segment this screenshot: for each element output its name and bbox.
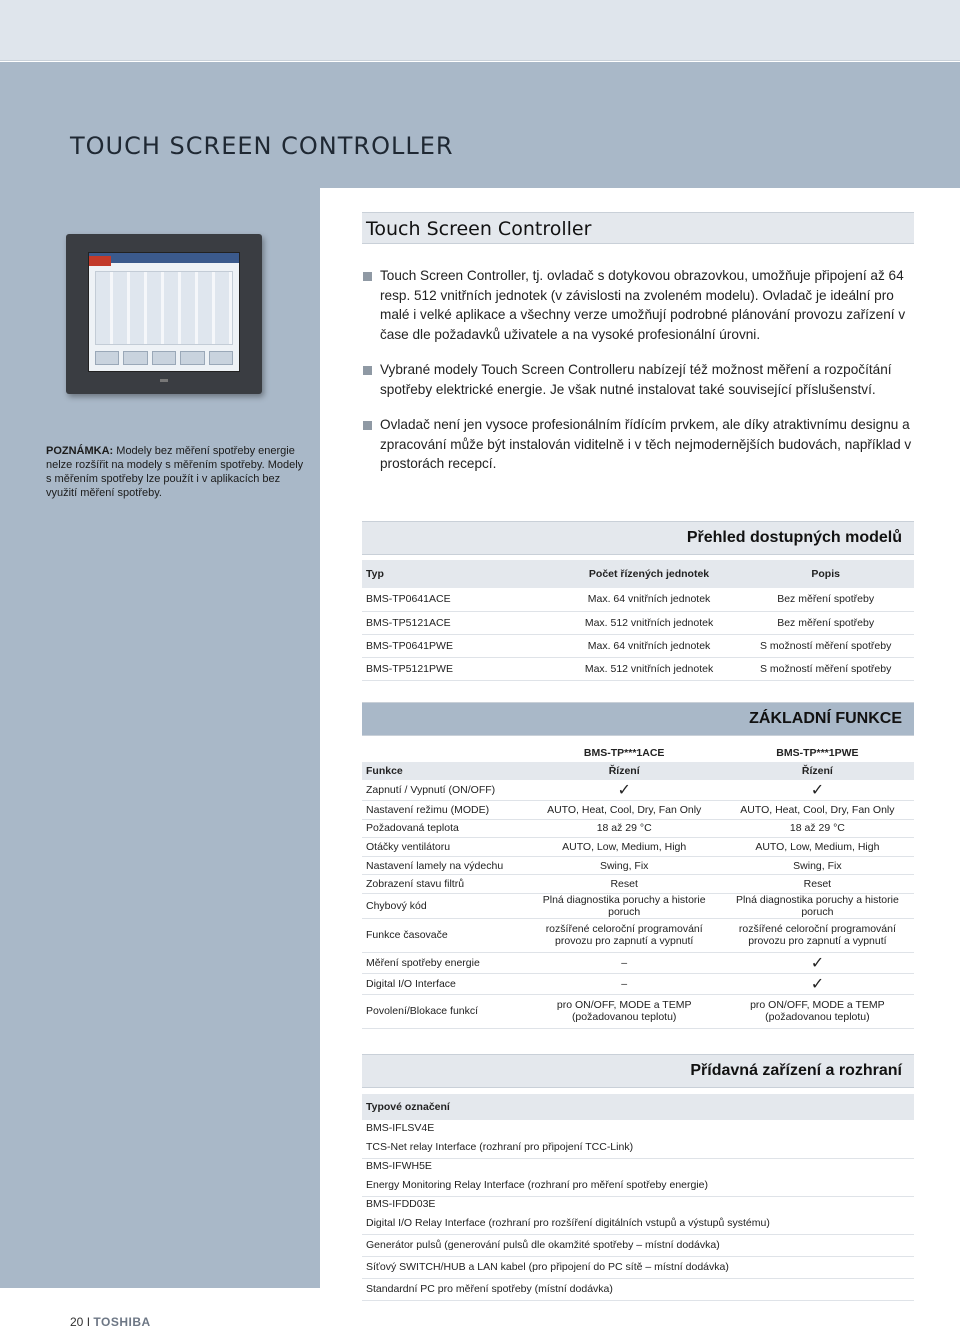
device-indicator	[160, 379, 168, 382]
function-value: –	[621, 977, 628, 990]
function-name: Nastavení režimu (MODE)	[366, 803, 490, 816]
function-name: Digital I/O Interface	[366, 977, 456, 990]
accessory-cell: TCS-Net relay Interface (rozhraní pro připojení TCC-Link)	[366, 1140, 634, 1153]
table-header-row	[362, 560, 914, 588]
table-subheader-row	[362, 762, 914, 780]
table-row	[362, 801, 914, 820]
col-typove-oznaceni: Typové označení	[366, 1101, 450, 1113]
table-header-row	[362, 744, 914, 762]
table-row	[362, 1234, 914, 1256]
table-row	[362, 819, 914, 838]
table-row	[362, 875, 914, 894]
bullet-text: Ovladač není jen vysoce profesionálním řídícím prvkem, ale díky atraktivnímu designu a zpracování může být instalován viditelně i v těch nejmodernějších budovách, například v prostorách recepcí.	[380, 417, 912, 471]
col-funkce: Funkce	[366, 765, 403, 777]
col-typ: Typ	[366, 568, 384, 580]
function-name: Nastavení lamely na výdechu	[366, 859, 504, 872]
table-row	[362, 1256, 914, 1278]
accessory-cell: BMS-IFWH5E	[366, 1160, 432, 1173]
function-value: Swing, Fix	[599, 859, 649, 872]
table-row	[362, 1120, 914, 1136]
table-row	[362, 588, 914, 611]
touch-screen-controller-image	[66, 234, 262, 394]
function-name: Zapnutí / Vypnutí (ON/OFF)	[366, 784, 496, 796]
function-name: Povolení/Blokace funkcí	[366, 1005, 479, 1018]
cell: Bez měření spotřeby	[777, 593, 875, 606]
function-value: ✓	[617, 782, 631, 799]
col-pwe: BMS-TP***1PWE	[776, 747, 859, 759]
note-text: Modely bez měření spotřeby energie nelze rozšířit na modely s měřením spotřeby. Modely s měřením spotřeby lze použít i v aplikacích bez využití měření spotřeby.	[46, 445, 304, 499]
table-row	[362, 1196, 914, 1212]
function-name: Otáčky ventilátoru	[366, 840, 451, 853]
function-value: Plná diagnostika poruchy a historie poruch	[735, 893, 899, 918]
function-value: Swing, Fix	[793, 859, 842, 872]
device-screen-grid	[95, 271, 233, 345]
table-row	[362, 634, 914, 657]
function-value: AUTO, Low, Medium, High	[562, 840, 687, 853]
accessory-cell: Síťový SWITCH/HUB a LAN kabel (pro připojení do PC sítě – místní dodávka)	[366, 1261, 729, 1273]
col-ace: BMS-TP***1ACE	[583, 747, 665, 759]
function-value: ✓	[810, 954, 825, 972]
models-heading: Přehled dostupných modelů	[686, 529, 902, 546]
table-row	[362, 1174, 914, 1196]
accessories-table	[362, 1094, 914, 1301]
page-separator: I	[86, 1315, 91, 1329]
bullet-square-icon	[363, 366, 372, 375]
function-value: 18 až 29 °C	[596, 822, 652, 835]
function-value: ✓	[810, 782, 825, 799]
col-popis: Popis	[811, 568, 840, 580]
table-row	[362, 893, 914, 918]
function-value: ✓	[810, 975, 825, 993]
function-value: –	[621, 956, 628, 969]
table-row	[362, 611, 914, 634]
table-row	[362, 1136, 914, 1158]
accessories-heading-bar	[362, 1054, 914, 1088]
device-screen	[88, 252, 240, 372]
top-bar	[0, 0, 960, 61]
cell: BMS-TP0641PWE	[366, 639, 453, 652]
page-number: 20	[70, 1315, 84, 1329]
intro-bullets	[362, 266, 914, 490]
table-row	[362, 856, 914, 875]
page-footer	[70, 1315, 151, 1329]
bullet-item	[362, 415, 914, 474]
bullet-item	[362, 360, 914, 399]
table-row	[362, 1158, 914, 1174]
functions-table	[362, 744, 914, 1029]
accessory-cell: Generátor pulsů (generování pulsů dle okamžité spotřeby – místní dodávka)	[366, 1239, 720, 1251]
function-value: AUTO, Low, Medium, High	[755, 840, 880, 853]
col-rizeni-a: Řízení	[608, 765, 640, 777]
functions-heading: ZÁKLADNÍ FUNKCE	[749, 710, 902, 727]
functions-heading-bar	[362, 702, 914, 736]
cell: S možností měření spotřeby	[760, 639, 892, 652]
intro-heading: Touch Screen Controller	[366, 218, 592, 240]
function-value: AUTO, Heat, Cool, Dry, Fan Only	[547, 803, 702, 816]
table-row	[362, 918, 914, 952]
bullet-item	[362, 266, 914, 344]
accessory-cell: BMS-IFLSV4E	[366, 1122, 435, 1134]
bullet-square-icon	[363, 272, 372, 281]
cell: S možností měření spotřeby	[760, 662, 892, 675]
models-heading-bar	[362, 521, 914, 555]
table-row	[362, 1212, 914, 1234]
function-value: AUTO, Heat, Cool, Dry, Fan Only	[740, 803, 895, 816]
table-row	[362, 952, 914, 973]
function-name: Požadovaná teplota	[366, 822, 459, 835]
device-screen-buttons	[95, 351, 233, 365]
function-value: Plná diagnostika poruchy a historie poruch	[542, 893, 706, 918]
function-name: Zobrazení stavu filtrů	[366, 878, 465, 891]
col-rizeni-b: Řízení	[801, 765, 833, 777]
note-label: POZNÁMKA:	[46, 445, 114, 457]
accessory-cell: BMS-IFDD03E	[366, 1198, 436, 1211]
table-row	[362, 973, 914, 994]
function-value: pro ON/OFF, MODE a TEMP (požadovanou teplotu)	[750, 999, 885, 1024]
cell: Bez měření spotřeby	[777, 616, 875, 629]
function-name: Funkce časovače	[366, 929, 448, 942]
cell: BMS-TP5121ACE	[366, 616, 451, 629]
function-value: rozšířené celoroční programování provozu pro zapnutí a vypnutí	[545, 923, 703, 948]
function-value: Reset	[610, 878, 638, 891]
accessories-heading: Přídavná zařízení a rozhraní	[690, 1062, 902, 1079]
function-name: Chybový kód	[366, 899, 427, 912]
accessory-cell: Standardní PC pro měření spotřeby (místní dodávka)	[366, 1283, 613, 1295]
function-name: Měření spotřeby energie	[366, 956, 480, 969]
note-box	[46, 444, 306, 500]
models-table	[362, 560, 914, 681]
bullet-text: Vybrané modely Touch Screen Controlleru nabízejí též možnost měření a rozpočítání spotřeby elektrické energie. Je však nutné instalovat také související příslušenství.	[380, 362, 892, 397]
table-row	[362, 838, 914, 857]
cell: Max. 64 vnitřních jednotek	[587, 639, 711, 652]
table-row	[362, 994, 914, 1028]
cell: BMS-TP0641ACE	[366, 593, 451, 606]
bullet-text: Touch Screen Controller, tj. ovladač s dotykovou obrazovkou, umožňuje připojení až 64 resp. 512 vnitřních jednotek (v závislosti na zvoleném modelu). Ovladač je ideální pro malé i velké aplikace a všechny verze umožňují podrobné plánování provozu zařízení v čase dle požadavků uživatele a na vysoké profesionální úrovni.	[380, 268, 906, 342]
cell: BMS-TP5121PWE	[366, 662, 453, 675]
table-row	[362, 780, 914, 801]
table-row	[362, 657, 914, 680]
function-value: rozšířené celoroční programování provozu pro zapnutí a vypnutí	[738, 923, 896, 948]
page-title: TOUCH SCREEN CONTROLLER	[70, 132, 454, 160]
brand-logo: TOSHIBA	[93, 1315, 151, 1329]
col-pocet: Počet řízených jednotek	[588, 568, 710, 580]
device-screen-header	[89, 253, 239, 263]
table-header-row	[362, 1094, 914, 1120]
function-value: 18 až 29 °C	[789, 822, 845, 835]
accessory-cell: Digital I/O Relay Interface (rozhraní pro rozšíření digitálních vstupů a výstupů systému)	[366, 1216, 770, 1229]
bullet-square-icon	[363, 421, 372, 430]
header-banner	[0, 62, 960, 188]
function-value: pro ON/OFF, MODE a TEMP (požadovanou teplotu)	[556, 999, 692, 1024]
accessory-cell: Energy Monitoring Relay Interface (rozhraní pro měření spotřeby energie)	[366, 1178, 708, 1191]
table-row	[362, 1278, 914, 1300]
cell: Max. 512 vnitřních jednotek	[584, 616, 714, 629]
cell: Max. 512 vnitřních jednotek	[584, 662, 714, 675]
function-value: Reset	[803, 878, 832, 891]
intro-heading-bar	[362, 212, 914, 244]
cell: Max. 64 vnitřních jednotek	[587, 593, 711, 606]
